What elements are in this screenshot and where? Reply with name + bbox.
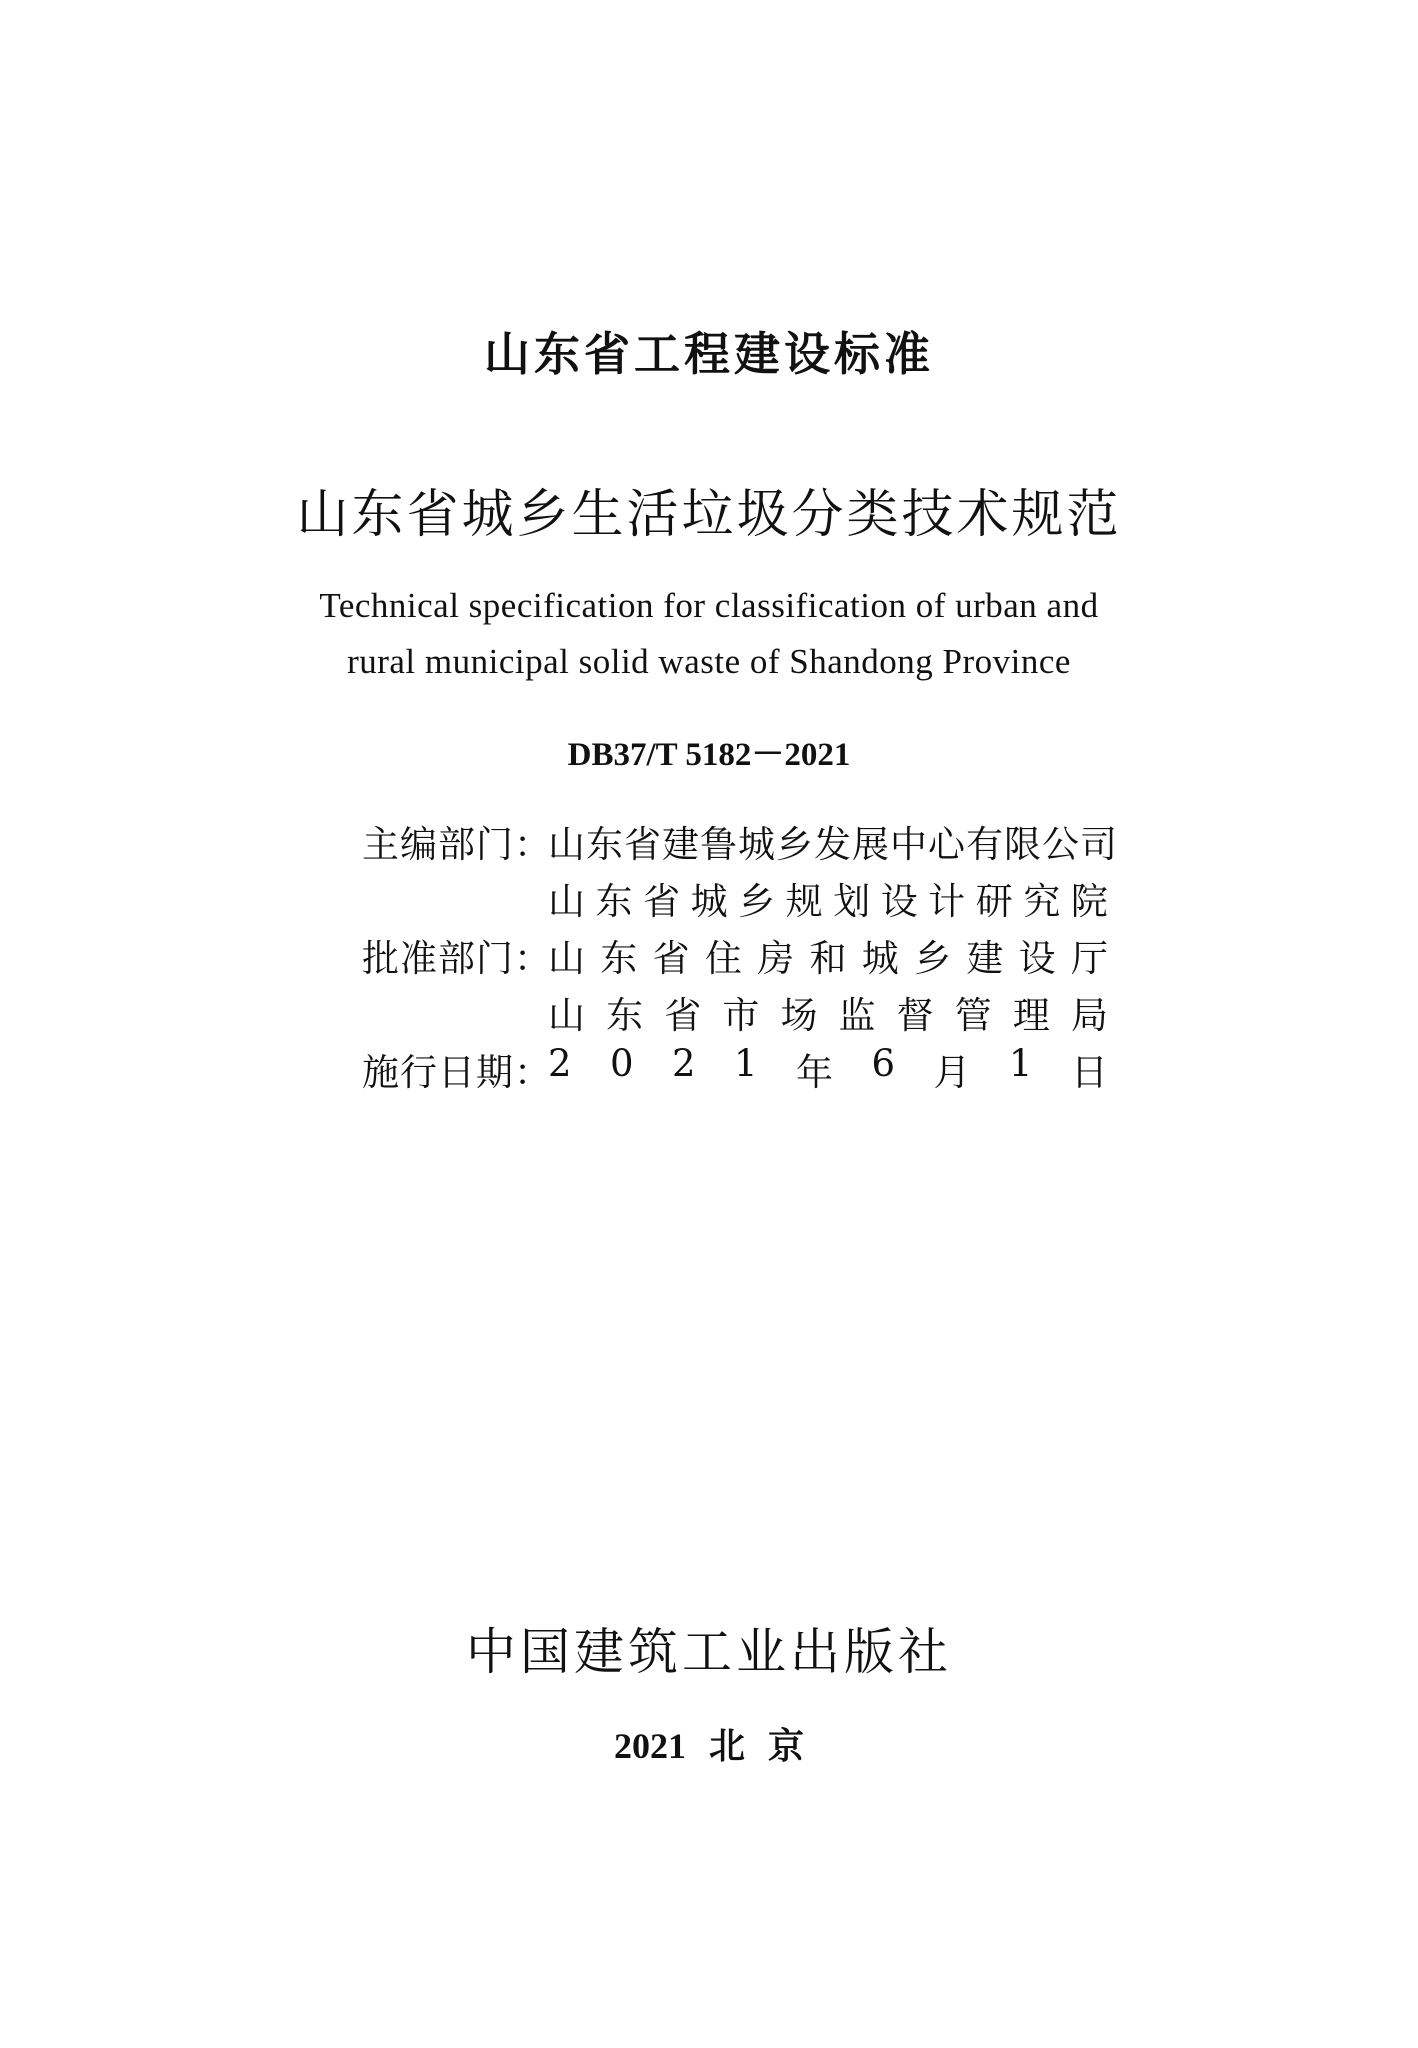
effective-date-label: 施行日期：	[362, 1050, 552, 1094]
publisher: 中国建筑工业出版社	[466, 1623, 952, 1681]
approval-label: 批准部门：	[362, 936, 552, 980]
effective-date-row	[362, 1040, 1122, 1097]
standard-code: DB37/T 5182－2021	[567, 737, 851, 773]
chief-editor-row-2	[362, 869, 1122, 926]
approval-1: 山 东 省 住 房 和 城 乡 建 设 厅	[548, 936, 1108, 980]
effective-date: 2 0 2 1 年 6 月 1 日	[548, 1041, 1108, 1094]
chief-editor-1: 山东省建鲁城乡发展中心有限公司	[548, 822, 1118, 866]
chief-editor-row	[362, 812, 1122, 869]
chief-editor-2: 山 东 省 城 乡 规 划 设 计 研 究 院	[548, 879, 1108, 923]
series-title: 山东省工程建设标准	[484, 327, 934, 381]
english-title-line-2: rural municipal solid waste of Shandong Province	[347, 642, 1071, 681]
chief-editor-label: 主编部门：	[362, 822, 552, 866]
imprint: 2021 北 京	[613, 1726, 804, 1766]
publication-info	[362, 812, 1122, 1097]
approval-row-2	[362, 983, 1122, 1040]
approval-2: 山 东 省 市 场 监 督 管 理 局	[548, 993, 1108, 1037]
approval-row	[362, 926, 1122, 983]
main-title: 山东省城乡生活垃圾分类技术规范	[296, 485, 1122, 545]
english-title	[0, 578, 1418, 690]
english-title-line-1: Technical specification for classification of urban and	[319, 586, 1099, 625]
